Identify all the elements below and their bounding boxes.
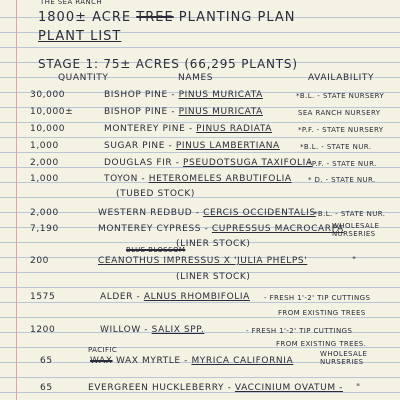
row-avail: WHOLESALE NURSERIES <box>320 350 368 366</box>
row-common: MONTEREY CYPRESS - <box>98 224 209 234</box>
row-latin: VACCINIUM OVATUM - <box>234 383 344 393</box>
row-avail: * D. - STATE NUR. <box>308 176 376 184</box>
row-note: (LINER STOCK) <box>176 239 251 249</box>
row-name <box>98 208 316 218</box>
row-note: (TUBED STOCK) <box>116 189 196 199</box>
row-name: CEANOTHUS IMPRESSUS X 'JULIA PHELPS' <box>98 256 308 266</box>
row-latin: PINUS RADIATA <box>196 124 272 134</box>
row-name <box>90 356 293 366</box>
row-latin: SALIX SPP. <box>151 325 205 335</box>
row-qty: 2,000 <box>30 158 59 168</box>
col-quantity: QUANTITY <box>58 73 109 83</box>
row-common: DOUGLAS FIR - <box>104 158 180 168</box>
row-avail: *B.L. - STATE NUR. <box>300 143 372 151</box>
row-common: MONTEREY PINE - <box>104 124 193 134</box>
row-qty: 1,000 <box>30 141 59 151</box>
row-qty: 200 <box>30 256 49 266</box>
stage-acres: 75± ACRES <box>103 57 180 71</box>
row-qty: 1575 <box>30 292 56 302</box>
row-common: WILLOW - <box>100 325 149 335</box>
row-avail: *P.F. - STATE NUR. <box>308 160 377 168</box>
header-struck-word: TREE <box>136 10 174 25</box>
row-name <box>104 124 272 134</box>
row-name <box>104 174 292 184</box>
stage-line <box>38 57 298 71</box>
row-qty: 10,000 <box>30 124 66 134</box>
row-common: WESTERN REDBUD - <box>98 208 200 218</box>
row-common: SUGAR PINE - <box>104 141 173 151</box>
header-title-line <box>38 10 296 25</box>
header-acres: 1800± ACRE <box>38 10 132 25</box>
row-name <box>88 383 343 393</box>
row-latin: PSEUDOTSUGA TAXIFOLIA <box>183 158 313 168</box>
row-qty: 2,000 <box>30 208 59 218</box>
row-avail: *B.L. - STATE NURSERY <box>296 92 385 100</box>
row-name <box>104 90 263 100</box>
row-latin: CERCIS OCCIDENTALIS <box>203 208 316 218</box>
row-latin: CUPRESSUS MACROCARPA <box>211 224 344 234</box>
row-latin: ALNUS RHOMBIFOLIA <box>143 292 250 302</box>
margin-line <box>16 0 17 400</box>
row-name <box>104 141 280 151</box>
col-availability: AVAILABILITY <box>308 73 375 83</box>
row-common: WAX MYRTLE - <box>116 356 188 366</box>
row-avail: - FRESH 1'-2' TIP CUTTINGS <box>264 294 371 302</box>
row-inserted: PACIFIC <box>88 346 118 354</box>
col-names: NAMES <box>178 73 214 83</box>
row-note: FROM EXISTING TREES. <box>276 340 367 348</box>
row-name <box>98 224 344 234</box>
stage-plants: (66,295 PLANTS) <box>184 57 298 71</box>
header-plant-list: PLANT LIST <box>38 29 122 44</box>
row-qty: 7,190 <box>30 224 59 234</box>
row-common: ALDER - <box>100 292 141 302</box>
row-latin: HETEROMELES ARBUTIFOLIA <box>148 174 292 184</box>
row-struck: WAX <box>90 356 113 366</box>
row-latin: PINUS MURICATA <box>178 90 263 100</box>
row-avail: " <box>352 256 357 266</box>
header-planting-plan: PLANTING PLAN <box>178 10 296 25</box>
row-avail: " <box>356 383 361 393</box>
row-note: FROM EXISTING TREES <box>278 309 366 317</box>
row-common: EVERGREEN HUCKLEBERRY - <box>88 383 232 393</box>
row-name <box>100 325 204 335</box>
row-latin: PINUS LAMBERTIANA <box>175 141 280 151</box>
row-name <box>104 107 263 117</box>
row-note: (LINER STOCK) <box>176 272 251 282</box>
row-name <box>100 292 250 302</box>
row-avail: *P.F. - STATE NURSERY <box>298 126 384 134</box>
row-common: TOYON - <box>104 174 146 184</box>
row-qty: 10,000± <box>30 107 74 117</box>
row-latin: PINUS MURICATA <box>178 107 263 117</box>
header-sea-ranch: THE SEA RANCH <box>40 0 103 6</box>
row-qty: 1200 <box>30 325 56 335</box>
row-avail: SEA RANCH NURSERY <box>298 109 381 117</box>
row-qty: 65 <box>40 383 53 393</box>
row-qty: 65 <box>40 356 53 366</box>
row-common: BISHOP PINE - <box>104 90 176 100</box>
row-avail: - FRESH 1'-2' TIP CUTTINGS <box>246 327 353 335</box>
row-common: BISHOP PINE - <box>104 107 176 117</box>
row-qty: 1,000 <box>30 174 59 184</box>
row-avail: *B.L. - STATE NUR. <box>314 210 386 218</box>
row-name <box>104 158 313 168</box>
row-avail: WHOLESALE NURSERIES <box>332 222 380 238</box>
row-latin: MYRICA CALIFORNIA <box>191 356 294 366</box>
row-qty: 30,000 <box>30 90 66 100</box>
stage-label: STAGE 1: <box>38 57 99 71</box>
row-struck: BLUE BLOSSOM <box>126 246 186 254</box>
